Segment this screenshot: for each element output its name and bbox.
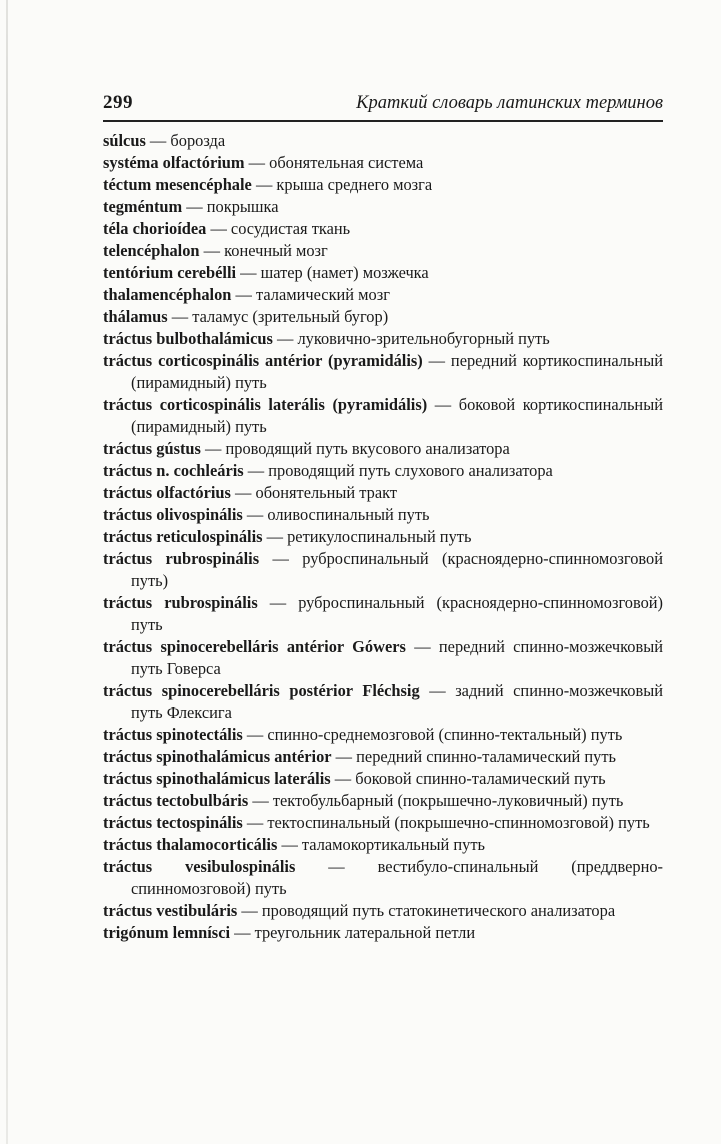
latin-term: systéma olfactórium <box>103 153 245 172</box>
glossary-entry <box>103 460 663 482</box>
term-definition: — тектоспинальный (покрышечно-спинномозговой) путь <box>242 813 650 832</box>
glossary-entry <box>103 526 663 548</box>
running-title: Краткий словарь латинских терминов <box>356 93 663 113</box>
latin-term: tráctus vesibulospinális <box>103 857 296 876</box>
latin-term: tráctus spinothalámicus antérior <box>103 747 332 766</box>
glossary-entry <box>103 856 663 900</box>
term-definition: — задний спинно-мозжечковый путь Флексига <box>131 681 663 722</box>
latin-term: tráctus spinothalámicus laterális <box>103 769 331 788</box>
term-definition: — руброспинальный (красноядерно-спинномозговой путь) <box>131 549 664 590</box>
book-page <box>103 92 663 944</box>
latin-term: thalamencéphalon <box>103 285 232 304</box>
glossary-entry <box>103 262 663 284</box>
scan-edge <box>6 0 8 1144</box>
latin-term: tráctus spinocerebelláris postérior Fléchsig <box>103 681 420 700</box>
term-definition: — проводящий путь вкусового анализатора <box>200 439 510 458</box>
glossary-entry <box>103 130 663 152</box>
term-definition: — обонятельный тракт <box>230 483 398 502</box>
latin-term: tráctus gústus <box>103 439 201 458</box>
term-definition: — спинно-среднемозговой (спинно-тектальный) путь <box>242 725 623 744</box>
latin-term: tráctus spinocerebelláris antérior Gówers <box>103 637 406 656</box>
term-definition: — передний спинно-мозжечковый путь Говерса <box>131 637 663 678</box>
term-definition: — тектобульбарный (покрышечно-луковичный) путь <box>248 791 624 810</box>
term-definition: — луковично-зрительнобугорный путь <box>272 329 550 348</box>
term-definition: — покрышка <box>182 197 279 216</box>
term-definition: — вестибуло-спинальный (преддверно-спинномозговой) путь <box>131 857 663 898</box>
term-definition: — боковой кортикоспинальный (пирамидный) путь <box>131 395 663 436</box>
latin-term: tráctus vestibuláris <box>103 901 238 920</box>
term-definition: — оливоспинальный путь <box>242 505 430 524</box>
glossary-entry <box>103 284 663 306</box>
latin-term: tráctus olivospinális <box>103 505 243 524</box>
latin-term: tráctus tectospinális <box>103 813 243 832</box>
term-definition: — ретикулоспинальный путь <box>262 527 472 546</box>
term-definition: — борозда <box>145 131 226 150</box>
latin-term: tentórium cerebélli <box>103 263 237 282</box>
latin-term: tráctus corticospinális antérior (pyramidális) <box>103 351 423 370</box>
glossary-entry <box>103 812 663 834</box>
glossary-entry <box>103 438 663 460</box>
glossary-entry <box>103 680 663 724</box>
term-definition: — конечный мозг <box>199 241 328 260</box>
term-definition: — передний кортикоспинальный (пирамидный) путь <box>131 351 663 392</box>
term-definition: — боковой спинно-таламический путь <box>330 769 606 788</box>
latin-term: súlcus <box>103 131 146 150</box>
glossary-entry <box>103 394 663 438</box>
latin-term: tráctus tectobulbáris <box>103 791 249 810</box>
glossary-entry <box>103 548 663 592</box>
term-definition: — обонятельная система <box>244 153 424 172</box>
term-definition: — передний спинно-таламический путь <box>331 747 617 766</box>
term-definition: — таламус (зрительный бугор) <box>167 307 389 326</box>
latin-term: tráctus rubrospinális <box>103 549 260 568</box>
glossary-entry <box>103 900 663 922</box>
term-definition: — шатер (намет) мозжечка <box>236 263 429 282</box>
latin-term: téla chorioídea <box>103 219 207 238</box>
glossary-entry <box>103 240 663 262</box>
term-definition: — проводящий путь статокинетического анализатора <box>237 901 616 920</box>
latin-term: tráctus corticospinális laterális (pyramidális) <box>103 395 428 414</box>
glossary-entry <box>103 922 663 944</box>
glossary-entry <box>103 724 663 746</box>
term-definition: — треугольник латеральной петли <box>230 923 476 942</box>
glossary-entry <box>103 174 663 196</box>
latin-term: trigónum lemnísci <box>103 923 231 942</box>
term-definition: — сосудистая ткань <box>206 219 351 238</box>
glossary-entry <box>103 834 663 856</box>
glossary-entry <box>103 196 663 218</box>
glossary-entry <box>103 306 663 328</box>
term-definition: — таламический мозг <box>231 285 390 304</box>
glossary-entry <box>103 350 663 394</box>
term-definition: — руброспинальный (красноядерно-спинномозговой) путь <box>131 593 664 634</box>
latin-term: tráctus n. cochleáris <box>103 461 244 480</box>
latin-term: tráctus rubrospinális <box>103 593 258 612</box>
glossary-entry <box>103 592 663 636</box>
latin-term: tráctus bulbothalámicus <box>103 329 273 348</box>
term-definition: — таламокортикальный путь <box>277 835 486 854</box>
glossary-entry <box>103 328 663 350</box>
glossary-entry <box>103 482 663 504</box>
latin-term: tegméntum <box>103 197 183 216</box>
glossary-entry <box>103 218 663 240</box>
latin-term: téctum mesencéphale <box>103 175 252 194</box>
glossary-entry <box>103 152 663 174</box>
glossary-entries <box>103 130 663 944</box>
page-number: 299 <box>103 92 133 113</box>
term-definition: — проводящий путь слухового анализатора <box>243 461 553 480</box>
latin-term: thálamus <box>103 307 168 326</box>
term-definition: — крыша среднего мозга <box>251 175 433 194</box>
latin-term: tráctus spinotectális <box>103 725 243 744</box>
latin-term: tráctus thalamocorticális <box>103 835 278 854</box>
glossary-entry <box>103 768 663 790</box>
latin-term: tráctus olfactórius <box>103 483 231 502</box>
latin-term: telencéphalon <box>103 241 200 260</box>
glossary-entry <box>103 504 663 526</box>
page-header <box>103 92 663 122</box>
glossary-entry <box>103 746 663 768</box>
latin-term: tráctus reticulospinális <box>103 527 263 546</box>
glossary-entry <box>103 790 663 812</box>
glossary-entry <box>103 636 663 680</box>
